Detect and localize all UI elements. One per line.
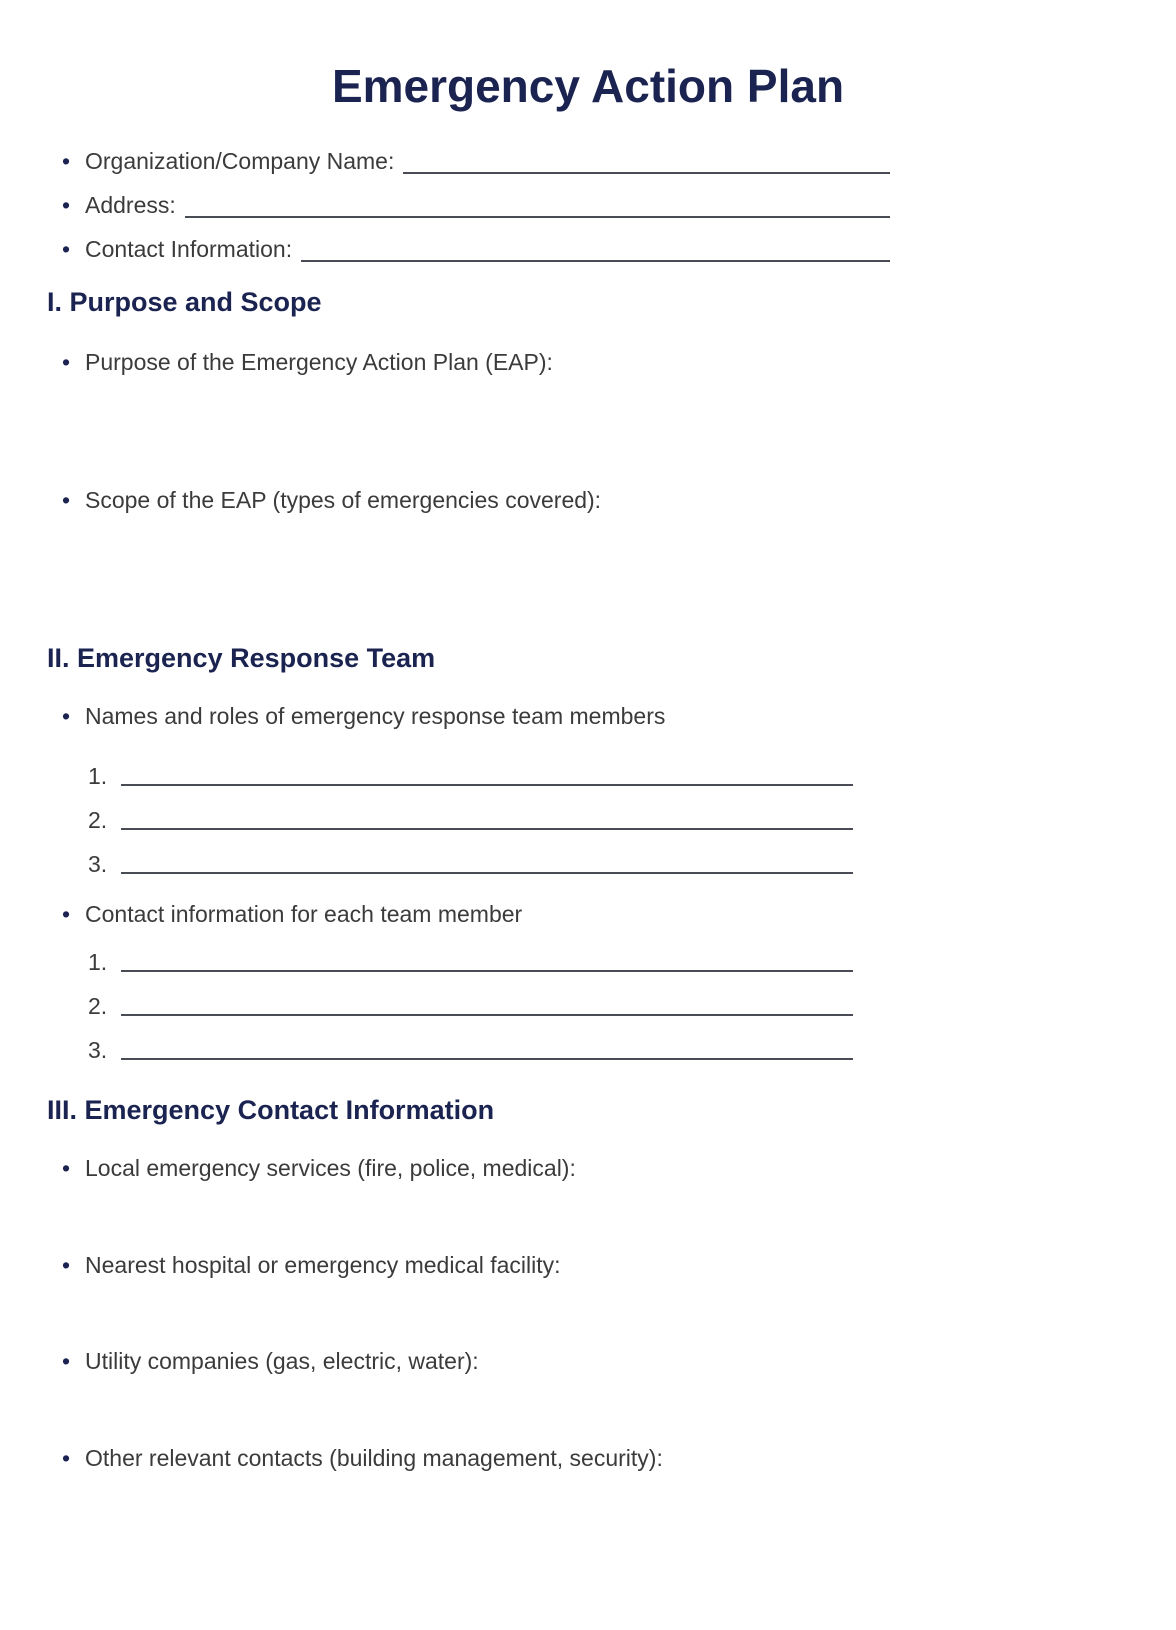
team-name-blank-line-3[interactable] [121,848,853,874]
bullet-label-utility-companies: Utility companies (gas, electric, water): [85,1348,479,1374]
bullet-label-team-names-roles: Names and roles of emergency response team members [85,703,666,729]
contact-information-blank-line[interactable] [301,234,890,262]
team-name-blank-line-1[interactable] [121,760,853,786]
bullet-icon: • [62,192,71,218]
bullet-label-nearest-hospital: Nearest hospital or emergency medical facility: [85,1252,561,1278]
line-number: 2. [88,807,108,833]
numbered-line-row [88,1034,853,1066]
field-label-contact-information: Contact Information: [85,236,293,262]
bullet-item-nearest-hospital [47,1251,1129,1279]
numbered-line-row [88,760,853,792]
bullet-item-utility-companies [47,1347,1129,1375]
bullet-item-eap-scope [47,486,1129,514]
team-names-line-list [88,760,853,880]
bullet-label-team-contact-info: Contact information for each team member [85,901,523,927]
bullet-label-eap-purpose: Purpose of the Emergency Action Plan (EAP): [85,349,553,375]
line-number: 1. [88,763,108,789]
numbered-line-row [88,804,853,836]
document-title: Emergency Action Plan [331,60,845,112]
bullet-item-team-contact-info [47,900,1129,928]
line-number: 3. [88,851,108,877]
team-contact-line-list [88,946,853,1066]
address-blank-line[interactable] [185,190,890,218]
bullet-item-other-relevant-contacts [47,1444,1129,1472]
bullet-item-team-names-roles [47,702,1129,730]
team-contact-blank-line-2[interactable] [121,990,853,1016]
section-heading-emergency-response-team: II. Emergency Response Team [47,643,436,673]
line-number: 3. [88,1037,108,1063]
field-row-organization-name [47,146,890,176]
bullet-label-eap-scope: Scope of the EAP (types of emergencies covered): [85,487,602,513]
bullet-icon: • [62,703,71,729]
field-label-organization-name: Organization/Company Name: [85,148,395,174]
bullet-item-local-emergency-services [47,1154,1129,1182]
bullet-icon: • [62,236,71,262]
bullet-item-eap-purpose [47,348,1129,376]
bullet-icon: • [62,1348,71,1374]
team-name-blank-line-2[interactable] [121,804,853,830]
header-field-list [47,146,890,264]
bullet-icon: • [62,1445,71,1471]
field-label-address: Address: [85,192,176,218]
field-row-contact-information [47,234,890,264]
numbered-line-row [88,990,853,1022]
numbered-line-row [88,848,853,880]
bullet-icon: • [62,487,71,513]
section-heading-emergency-contact-information: III. Emergency Contact Information [47,1095,495,1125]
organization-name-blank-line[interactable] [403,146,890,174]
line-number: 1. [88,949,108,975]
bullet-label-other-relevant-contacts: Other relevant contacts (building management, security): [85,1445,663,1471]
line-number: 2. [88,993,108,1019]
bullet-icon: • [62,148,71,174]
section-heading-purpose-and-scope: I. Purpose and Scope [47,287,322,317]
team-contact-blank-line-3[interactable] [121,1034,853,1060]
field-row-address [47,190,890,220]
numbered-line-row [88,946,853,978]
bullet-icon: • [62,349,71,375]
bullet-label-local-emergency-services: Local emergency services (fire, police, medical): [85,1155,576,1181]
bullet-icon: • [62,1252,71,1278]
team-contact-blank-line-1[interactable] [121,946,853,972]
bullet-icon: • [62,1155,71,1181]
bullet-icon: • [62,901,71,927]
